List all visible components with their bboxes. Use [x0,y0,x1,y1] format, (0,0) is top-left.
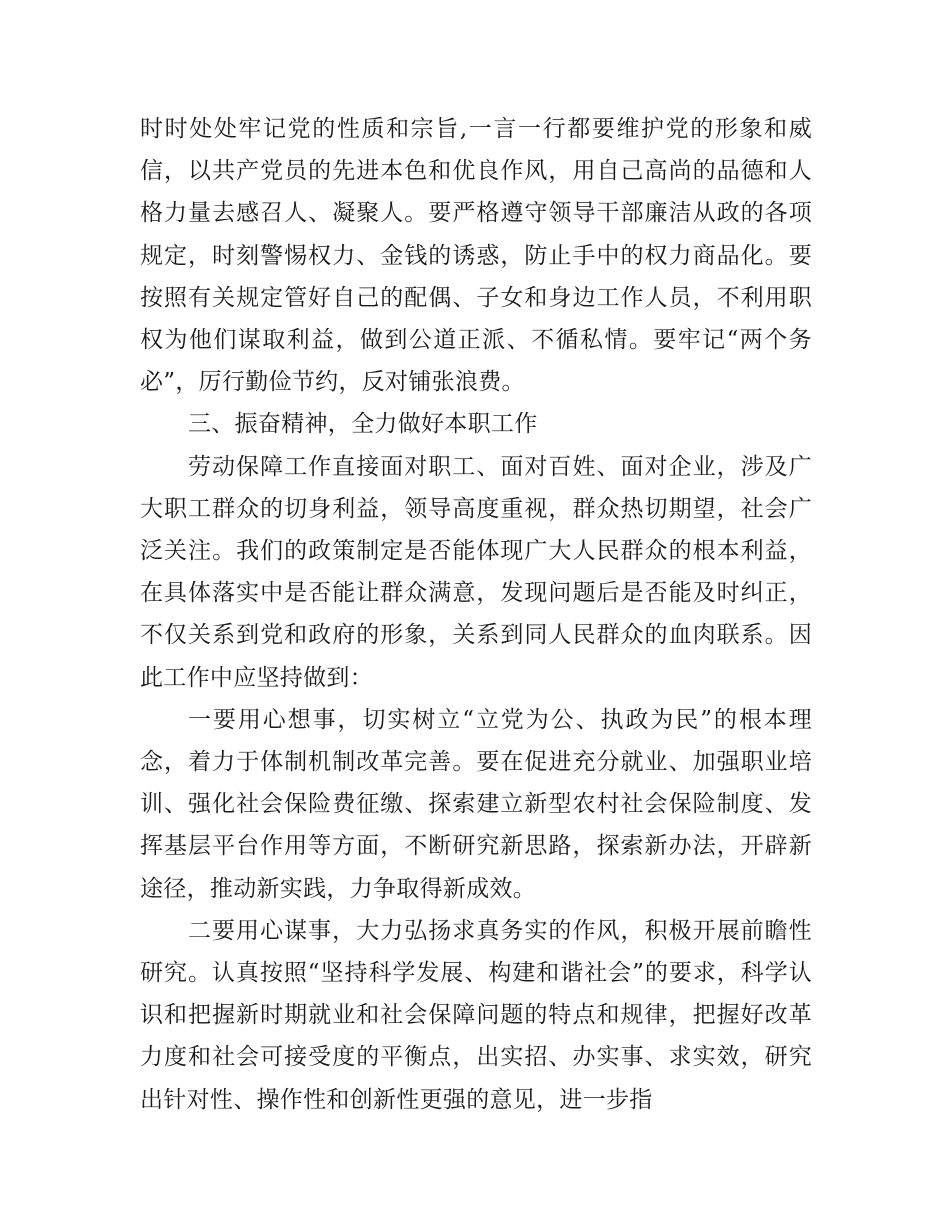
paragraph-3: 劳动保障工作直接面对职工、面对百姓、面对企业，涉及广大职工群众的切身利益，领导高度重视，群众热切期望，社会广泛关注。我们的政策制定是否能体现广大人民群众的根本利益，在具体落实中是否能让群众满意，发现问题后是否能及时纠正，不仅关系到党和政府的形象，关系到同人民群众的血肉联系。因此工作中应坚持做到： [140,453,812,691]
paragraph-1: 时时处处牢记党的性质和宗旨,一言一行都要维护党的形象和威信，以共产党员的先进本色和优良作风，用自己高尚的品德和人格力量去感召人、凝聚人。要严格遵守领导干部廉洁从政的各项规定，时刻警惕权力、金钱的诱惑，防止手中的权力商品化。要按照有关规定管好自己的配偶、子女和身边工作人员，不利用职权为他们谋取利益，做到公道正派、不循私情。要牢记“两个务必”，厉行勤俭节约，反对铺张浪费。 [140,116,812,396]
document-page [140,108,812,1121]
paragraph-4: 一要用心想事，切实树立“立党为公、执政为民”的根本理念，着力于体制机制改革完善。要在促进充分就业、加强职业培训、强化社会保险费征缴、探索建立新型农村社会保险制度、发挥基层平台作用等方面，不断研究新思路，探索新办法，开辟新途径，推动新实践，力争取得新成效。 [140,706,812,902]
section-heading: 三、振奋精神，全力做好本职工作 [188,411,538,438]
paragraph-5: 二要用心谋事，大力弘扬求真务实的作风，积极开展前瞻性研究。认真按照“坚持科学发展、构建和谐社会”的要求，科学认识和把握新时期就业和社会保障问题的特点和规律，把握好改革力度和社会可接受度的平衡点，出实招、办实事、求实效，研究出针对性、操作性和创新性更强的意见，进一步指 [140,917,812,1113]
